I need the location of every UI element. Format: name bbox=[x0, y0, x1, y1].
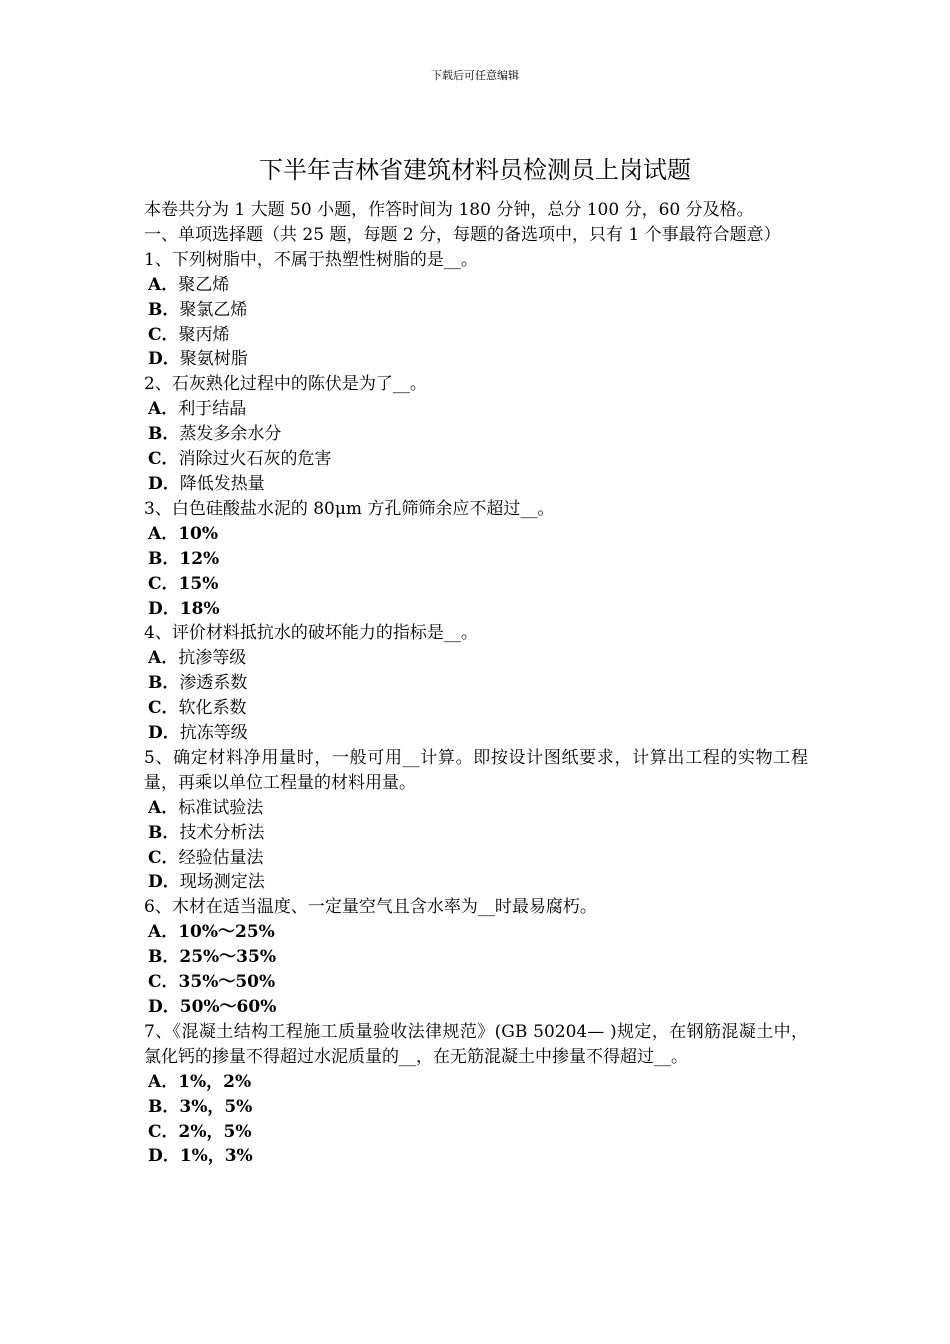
option-letter: D． bbox=[148, 473, 180, 494]
question-stem: 4、评价材料抵抗水的破坏能力的指标是__。 bbox=[144, 623, 478, 644]
option-d bbox=[144, 347, 808, 372]
option-b bbox=[144, 298, 808, 323]
option-letter: B． bbox=[148, 299, 180, 320]
page-title: 下半年吉林省建筑材料员检测员上岗试题 bbox=[259, 156, 691, 184]
option-d bbox=[144, 597, 808, 622]
option-text: 消除过火石灰的危害 bbox=[178, 449, 332, 470]
question-4 bbox=[144, 621, 808, 746]
option-letter: A． bbox=[148, 274, 179, 295]
option-letter: D． bbox=[148, 997, 180, 1017]
question-stem: 3、白色硅酸盐水泥的 80μm 方孔筛筛余应不超过__。 bbox=[144, 498, 555, 519]
question-1 bbox=[144, 248, 808, 373]
option-text: 25%～35% bbox=[179, 947, 276, 968]
option-text: 聚乙烯 bbox=[178, 274, 230, 295]
option-letter: B． bbox=[148, 548, 180, 569]
document-body bbox=[144, 198, 808, 1169]
option-text: 18% bbox=[179, 598, 220, 619]
option-letter: A． bbox=[148, 922, 179, 943]
option-text: 利于结晶 bbox=[178, 399, 247, 420]
option-letter: D． bbox=[148, 1146, 180, 1167]
option-d bbox=[144, 721, 808, 746]
option-a bbox=[144, 1070, 808, 1095]
question-7 bbox=[144, 1020, 808, 1169]
option-text: 3%，5% bbox=[179, 1096, 253, 1117]
option-text: 标准试验法 bbox=[178, 797, 264, 818]
option-a bbox=[144, 920, 808, 945]
question-3 bbox=[144, 497, 808, 622]
option-text: 现场测定法 bbox=[179, 872, 265, 893]
option-text: 聚氯乙烯 bbox=[179, 299, 248, 320]
question-stem: 2、石灰熟化过程中的陈伏是为了__。 bbox=[144, 374, 427, 395]
option-a bbox=[144, 522, 808, 547]
question-2 bbox=[144, 372, 808, 497]
option-a bbox=[144, 646, 808, 671]
option-d bbox=[144, 995, 808, 1020]
option-b bbox=[144, 1095, 808, 1120]
option-letter: D． bbox=[148, 598, 180, 619]
option-text: 技术分析法 bbox=[179, 822, 265, 843]
option-text: 35%～50% bbox=[178, 972, 276, 993]
option-text: 1%，2% bbox=[178, 1071, 252, 1092]
option-letter: A． bbox=[148, 399, 179, 420]
option-letter: D． bbox=[148, 349, 180, 370]
option-a bbox=[144, 796, 808, 821]
option-c bbox=[144, 846, 808, 871]
option-letter: A． bbox=[148, 648, 179, 669]
option-b bbox=[144, 821, 808, 846]
option-letter: C． bbox=[148, 573, 179, 594]
option-letter: B． bbox=[148, 1096, 180, 1117]
option-d bbox=[144, 472, 808, 497]
option-text: 12% bbox=[179, 548, 220, 569]
option-b bbox=[144, 945, 808, 970]
question-stem: 1、下列树脂中，不属于热塑性树脂的是__。 bbox=[144, 249, 478, 270]
option-text: 1%，3% bbox=[179, 1146, 253, 1167]
option-c bbox=[144, 1120, 808, 1145]
option-text: 抗渗等级 bbox=[178, 648, 247, 669]
question-stem: 7、《混凝土结构工程施工质量验收法律规范》(GB 50204— )规定，在钢筋混凝土中，氯化钙的掺量不得超过水泥质量的__，在无筋混凝土中掺量不得超过__。 bbox=[144, 1021, 808, 1067]
question-stem: 5、确定材料净用量时，一般可用__计算。即按设计图纸要求，计算出工程的实物工程量，再乘以单位工程量的材料用量。 bbox=[144, 747, 808, 793]
option-c bbox=[144, 447, 808, 472]
option-text: 降低发热量 bbox=[179, 473, 265, 494]
option-letter: C． bbox=[148, 847, 179, 868]
option-text: 聚丙烯 bbox=[178, 324, 230, 345]
option-text: 10%～25% bbox=[178, 922, 275, 943]
question-5 bbox=[144, 746, 808, 895]
option-text: 软化系数 bbox=[178, 698, 247, 719]
option-a bbox=[144, 397, 808, 422]
exam-intro: 本卷共分为 1 大题 50 小题，作答时间为 180 分钟，总分 100 分，60 分及格。 bbox=[144, 200, 754, 220]
option-letter: A． bbox=[148, 523, 179, 544]
option-letter: A． bbox=[148, 797, 179, 818]
option-d bbox=[144, 870, 808, 895]
header-note: 下载后可任意编辑 bbox=[431, 69, 519, 82]
option-text: 渗透系数 bbox=[179, 673, 248, 694]
option-letter: A． bbox=[148, 1071, 179, 1092]
option-c bbox=[144, 970, 808, 995]
option-letter: C． bbox=[148, 972, 179, 993]
question-6 bbox=[144, 895, 808, 1020]
option-c bbox=[144, 323, 808, 348]
option-letter: D． bbox=[148, 872, 180, 893]
option-letter: C． bbox=[148, 449, 179, 470]
option-letter: B． bbox=[148, 673, 180, 694]
option-a bbox=[144, 273, 808, 298]
question-stem: 6、木材在适当温度、一定量空气且含水率为__时最易腐朽。 bbox=[144, 897, 597, 918]
option-text: 蒸发多余水分 bbox=[179, 424, 282, 445]
option-text: 经验估量法 bbox=[178, 847, 264, 868]
option-letter: B． bbox=[148, 822, 180, 843]
option-letter: C． bbox=[148, 698, 179, 719]
option-c bbox=[144, 572, 808, 597]
option-text: 50%～60% bbox=[179, 997, 277, 1017]
option-text: 抗冻等级 bbox=[179, 723, 248, 744]
option-text: 2%，5% bbox=[178, 1121, 252, 1142]
option-letter: C． bbox=[148, 324, 179, 345]
option-b bbox=[144, 547, 808, 572]
option-text: 10% bbox=[178, 523, 219, 544]
option-c bbox=[144, 696, 808, 721]
option-text: 聚氨树脂 bbox=[179, 349, 248, 370]
option-b bbox=[144, 671, 808, 696]
option-letter: B． bbox=[148, 424, 180, 445]
option-d bbox=[144, 1144, 808, 1169]
option-b bbox=[144, 422, 808, 447]
option-letter: D． bbox=[148, 723, 180, 744]
option-letter: B． bbox=[148, 947, 180, 968]
option-text: 15% bbox=[178, 573, 219, 594]
section-heading: 一、单项选择题（共 25 题，每题 2 分，每题的备选项中，只有 1 个事最符合题意） bbox=[144, 224, 781, 245]
option-letter: C． bbox=[148, 1121, 179, 1142]
